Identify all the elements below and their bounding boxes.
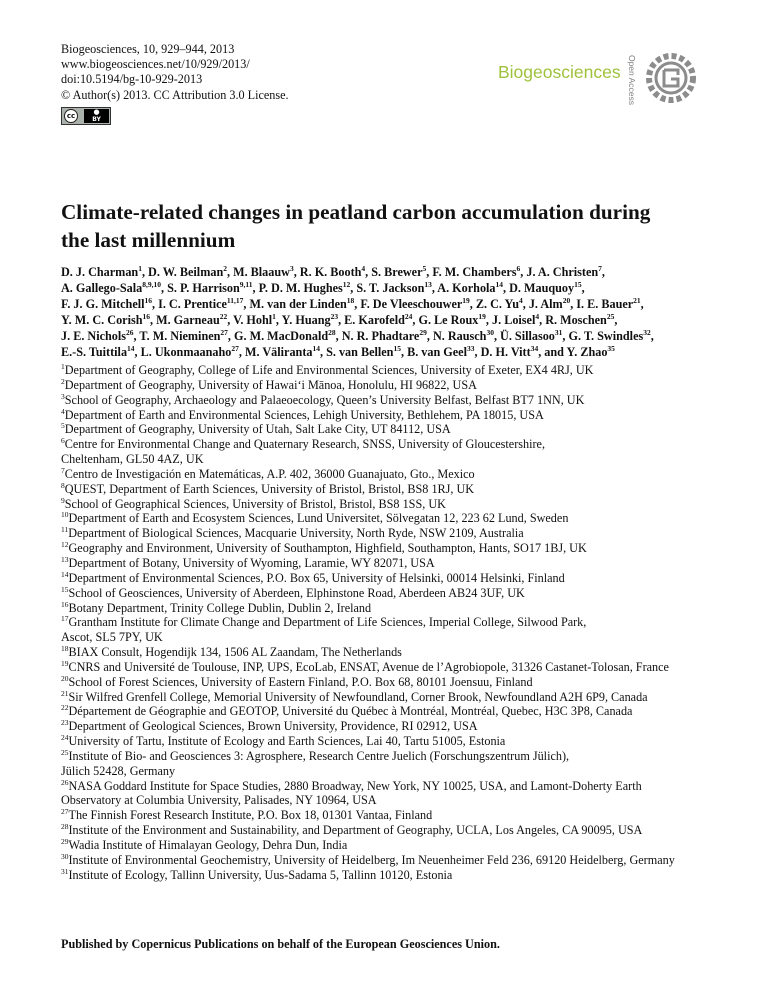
affiliation-line — [61, 630, 721, 645]
doi-link[interactable]: doi:10.5194/bg-10-929-2013 — [61, 72, 203, 87]
citation-line: Biogeosciences, 10, 929–944, 2013 — [61, 42, 235, 56]
affiliation-marker: 15 — [393, 343, 401, 353]
affiliation-line — [61, 571, 721, 586]
affiliation-text: Centro de Investigación en Matemáticas, A.P. 402, 36000 Guanajuato, Gto., Mexico — [64, 466, 475, 481]
affiliation-number: 31 — [61, 866, 69, 876]
affiliation-marker: 8,9,10 — [142, 279, 161, 289]
open-access-gear-logo-icon — [645, 52, 697, 104]
author-name: N. R. Phadtare — [341, 328, 420, 343]
attribution-icon: ● BY — [84, 109, 109, 123]
affiliation-text: Department of Botany, University of Wyoming, Laramie, WY 82071, USA — [68, 555, 435, 570]
author-line: E.-S. Tuittila$^{14}$, L. Ukonmaanaho$^{27}$, M. Väliranta$^{14}$, S. van Bellen$^{15}$, B. van Geel$^{33}$, D. H. Vitt$^{34}$, and Y. Zhao$^{35}$ — [61, 343, 615, 359]
affiliation-text: School of Geographical Sciences, University of Bristol, Bristol, BS8 1SS, UK — [64, 496, 446, 511]
affiliation-text: Department of Geography, College of Life and Environmental Sciences, University of Exeter, EX4 4RJ, UK — [64, 363, 594, 377]
affiliation-number: 12 — [61, 540, 69, 550]
affiliation-line — [61, 586, 721, 601]
affiliation-marker: 6 — [516, 264, 521, 273]
affiliation-text: Department of Earth and Environmental Sciences, Lehigh University, Bethlehem, PA 18015, USA — [64, 407, 544, 422]
affiliation-line — [61, 422, 721, 437]
affiliation-line — [61, 734, 721, 749]
affiliation-number: 24 — [61, 733, 69, 743]
affiliation-line — [61, 853, 721, 868]
affiliation-text: Department of Geography, University of Utah, Salt Lake City, UT 84112, USA — [64, 422, 451, 437]
author-name: Y. Huang — [281, 312, 331, 327]
affiliation-line — [61, 808, 721, 823]
author-name: Z. C. Yu — [475, 296, 519, 311]
affiliation-text: Botany Department, Trinity College Dublin, Dublin 2, Ireland — [68, 600, 372, 615]
author-name: G. Le Roux — [418, 312, 479, 327]
affiliation-marker: 9,11 — [239, 279, 253, 289]
author-name: S. van Bellen — [326, 344, 394, 359]
affiliation-number: 7 — [61, 465, 65, 475]
affiliation-text: QUEST, Department of Earth Sciences, University of Bristol, Bristol, BS8 1RJ, UK — [64, 481, 475, 496]
affiliation-number: 16 — [61, 599, 69, 609]
affiliation-line — [61, 615, 721, 630]
affiliation-marker: 27 — [220, 327, 228, 337]
affiliation-marker: 28 — [328, 327, 336, 337]
affiliation-marker: 4 — [518, 295, 523, 305]
affiliation-marker: 7 — [598, 264, 602, 273]
author-name: F. De Vleeschouwer — [360, 296, 463, 311]
affiliation-number: 17 — [61, 614, 69, 624]
affiliation-text: Department of Biological Sciences, Macquarie University, North Ryde, NSW 2109, Australia — [68, 526, 524, 541]
affiliation-line — [61, 378, 721, 393]
affiliation-marker: 25 — [606, 311, 615, 321]
author-line: Y. M. C. Corish$^{16}$, M. Garneau$^{22}$, V. Hohl$^1$, Y. Huang$^{23}$, E. Karofeld$^{24}$, G. Le Roux$^{19}$, J. Loisel$^4$, R. Moschen$^{25}$, — [61, 311, 618, 327]
affiliation-marker: 19 — [462, 295, 470, 305]
cc-by-license-badge[interactable] — [61, 107, 111, 125]
affiliation-marker: 34 — [530, 343, 539, 353]
affiliation-text: Département de Géographie and GEOTOP, Université du Québec à Montréal, Montréal, Quebec, H3C 3P8, Canada — [68, 704, 633, 719]
author-line-end: , — [581, 280, 585, 295]
author-name: D. H. Vitt — [480, 344, 531, 359]
author-name: N. Rausch — [432, 328, 487, 343]
affiliation-text: Institute of Bio- and Geosciences 3: Agrosphere, Research Centre Juelich (Forschungszentrum Jülich), — [68, 748, 570, 763]
title-line: Climate-related changes in peatland carbon accumulation during — [61, 200, 651, 224]
title-line: the last millennium — [61, 228, 236, 252]
author-line: D. J. Charman$^1$, D. W. Beilman$^2$, M. Blaauw$^3$, R. K. Booth$^4$, S. Brewer$^5$, F. M. Chambers$^6$, J. A. Christen$^7$, — [61, 264, 605, 279]
affiliation-number: 6 — [61, 436, 65, 446]
author-name: V. Hohl — [233, 312, 273, 327]
affiliation-line — [61, 601, 721, 616]
affiliation-line — [61, 408, 721, 423]
affiliation-line — [61, 511, 721, 526]
affiliation-marker: 35 — [607, 343, 615, 353]
affiliation-number: 11 — [61, 525, 69, 535]
affiliation-number: 21 — [61, 688, 69, 698]
affiliation-line — [61, 363, 721, 378]
affiliation-text: Institute of Ecology, Tallinn University, Uus-Sadama 5, Tallinn 10120, Estonia — [68, 867, 453, 882]
author-list — [61, 265, 711, 360]
affiliation-marker: 13 — [424, 279, 432, 289]
author-name: D. W. Beilman — [148, 265, 224, 279]
affiliation-marker: 22 — [219, 311, 228, 321]
affiliation-marker: 26 — [126, 327, 134, 337]
affiliation-line — [61, 452, 721, 467]
author-line: J. E. Nichols$^{26}$, T. M. Nieminen$^{27}$, G. M. MacDonald$^{28}$, N. R. Phadtare$^{29}$, N. Rausch$^{30}$, Ü. Sillasoo$^{31}$, G. T. Swindles$^{32}$, — [61, 327, 654, 343]
affiliation-marker: 11,17 — [226, 295, 244, 305]
affiliation-number: 19 — [61, 658, 69, 668]
affiliation-text: University of Tartu, Institute of Ecology and Earth Sciences, Lai 40, Tartu 51005, Estonia — [68, 734, 506, 749]
affiliation-marker: 14 — [312, 343, 320, 353]
author-name: Y. M. C. Corish — [61, 312, 143, 327]
affiliation-line — [61, 823, 721, 838]
affiliation-number: 5 — [61, 421, 65, 431]
affiliation-line — [61, 541, 721, 556]
affiliation-text: Department of Geological Sciences, Brown University, Providence, RI 02912, USA — [68, 719, 478, 734]
affiliation-number: 28 — [61, 822, 69, 832]
affiliation-number: 3 — [61, 391, 65, 401]
author-name: S. T. Jackson — [356, 280, 425, 295]
affiliation-marker: 24 — [404, 311, 413, 321]
affiliation-text: Jülich 52428, Germany — [61, 763, 176, 778]
affiliation-number: 27 — [61, 807, 69, 817]
author-name: A. Gallego-Sala — [61, 280, 143, 295]
author-joiner: and — [544, 344, 564, 359]
author-name: A. Korhola — [437, 280, 496, 295]
affiliation-text: Institute of the Environment and Sustainability, and Department of Geography, UCLA, Los Angeles, CA 90095, USA — [68, 823, 643, 838]
author-line: A. Gallego-Sala$^{8,9,10}$, S. P. Harrison$^{9,11}$, P. D. M. Hughes$^{12}$, S. T. Jackson$^{13}$, A. Korhola$^{14}$, D. Mauquoy$^{15}$, — [61, 279, 585, 295]
affiliation-number: 18 — [61, 644, 69, 654]
affiliation-number: 2 — [61, 376, 65, 386]
affiliation-line — [61, 556, 721, 571]
affiliation-number: 30 — [61, 851, 69, 861]
affiliation-marker: 2 — [223, 264, 227, 273]
affiliation-marker: 31 — [554, 327, 563, 337]
affiliation-marker: 21 — [633, 295, 641, 305]
affiliation-line — [61, 437, 721, 452]
affiliation-line — [61, 838, 721, 853]
affiliation-line — [61, 704, 721, 719]
affiliation-number: 20 — [61, 673, 69, 683]
author-name: M. Väliranta — [245, 344, 313, 359]
author-name: L. Ukonmaanaho — [140, 344, 232, 359]
affiliation-marker: 3 — [289, 264, 294, 273]
author-name: F. M. Chambers — [432, 265, 517, 279]
affiliation-marker: 23 — [330, 311, 339, 321]
affiliation-line — [61, 526, 721, 541]
author-name: J. Alm — [528, 296, 563, 311]
author-name: I. E. Bauer — [576, 296, 634, 311]
affiliation-line — [61, 779, 721, 794]
affiliation-number: 4 — [61, 406, 65, 416]
affiliation-line — [61, 793, 721, 808]
affiliation-marker: 27 — [231, 343, 239, 353]
author-line-end: , — [614, 312, 618, 327]
affiliation-number: 13 — [61, 554, 69, 564]
affiliation-marker: 18 — [346, 295, 355, 305]
author-line-end: , — [601, 265, 605, 279]
affiliation-marker: 1 — [138, 264, 142, 273]
journal-name: Biogeosciences — [498, 62, 621, 82]
author-name: F. J. G. Mitchell — [61, 296, 145, 311]
affiliation-line — [61, 764, 721, 779]
affiliation-text: School of Forest Sciences, University of Eastern Finland, P.O. Box 68, 80101 Joensuu, Finland — [68, 674, 533, 689]
affiliation-text: Sir Wilfred Grenfell College, Memorial University of Newfoundland, Corner Brook, Newfoundland A2H 6P9, Canada — [68, 689, 648, 704]
affiliation-number: 25 — [61, 747, 69, 757]
affiliation-line — [61, 645, 721, 660]
affiliation-number: 29 — [61, 837, 69, 846]
affiliation-number: 9 — [61, 495, 65, 505]
affiliation-text: Wadia Institute of Himalayan Geology, Dehra Dun, India — [68, 838, 348, 852]
affiliation-text: Department of Earth and Ecosystem Sciences, Lund Universitet, Sölvegatan 12, 223 62 Lund, Sweden — [68, 511, 569, 526]
affiliation-marker: 12 — [342, 279, 351, 289]
affiliation-marker: 1 — [272, 311, 276, 321]
author-name: M. van der Linden — [249, 296, 347, 311]
author-name: R. K. Booth — [299, 265, 362, 279]
author-name: T. M. Nieminen — [139, 328, 221, 343]
affiliation-marker: 4 — [535, 311, 540, 321]
affiliation-text: Department of Geography, University of Hawaiʻi Mānoa, Honolulu, HI 96822, USA — [64, 377, 477, 392]
copyright-line: © Author(s) 2013. CC Attribution 3.0 License. — [61, 87, 289, 102]
affiliation-marker: 16 — [144, 295, 152, 305]
affiliation-marker: 15 — [574, 279, 582, 289]
journal-url-link[interactable]: www.biogeosciences.net/10/929/2013/ — [61, 57, 250, 72]
author-name: M. Garneau — [156, 312, 220, 327]
author-name: S. P. Harrison — [167, 280, 240, 295]
affiliation-marker: 14 — [495, 279, 504, 289]
affiliation-text: Institute of Environmental Geochemistry, University of Heidelberg, Im Neuenheimer Feld 236, 69120 Heidelberg, Germany — [68, 852, 675, 867]
open-access-label: Open Access — [627, 54, 637, 106]
author-name: J. E. Nichols — [61, 328, 127, 343]
author-line: F. J. G. Mitchell$^{16}$, I. C. Prentice$^{11,17}$, M. van der Linden$^{18}$, F. De Vleeschouwer$^{19}$, Z. C. Yu$^4$, J. Alm$^{20}$, I. E. Bauer$^{21}$, — [61, 295, 644, 311]
paper-title — [61, 198, 701, 254]
author-name: E.-S. Tuittila — [61, 344, 128, 359]
affiliation-marker: 33 — [466, 343, 475, 353]
author-name: D. J. Charman — [61, 265, 139, 279]
affiliation-line — [61, 497, 721, 512]
affiliation-marker: 19 — [478, 311, 486, 321]
affiliation-text: Observatory at Columbia University, Palisades, NY 10964, USA — [61, 793, 377, 808]
affiliation-line — [61, 749, 721, 764]
publisher-footer: Published by Copernicus Publications on behalf of the European Geosciences Union. — [61, 937, 500, 951]
author-name: R. Moschen — [545, 312, 607, 327]
affiliation-number: 22 — [61, 703, 69, 713]
affiliation-text: CNRS and Université de Toulouse, INP, UPS, EcoLab, ENSAT, Avenue de l’Agrobiopole, 31326 Castanet-Tolosan, France — [68, 659, 669, 674]
affiliation-line — [61, 675, 721, 690]
affiliation-marker: 5 — [422, 264, 427, 273]
author-name: P. D. M. Hughes — [258, 280, 343, 295]
affiliation-marker: 32 — [643, 327, 651, 337]
affiliation-line — [61, 660, 721, 675]
affiliation-list — [61, 363, 721, 883]
affiliation-text: School of Geosciences, University of Aberdeen, Elphinstone Road, Aberdeen AB24 3UF, UK — [68, 585, 525, 600]
affiliation-line — [61, 868, 721, 883]
affiliation-marker: 29 — [419, 327, 427, 337]
author-name: J. Loisel — [492, 312, 536, 327]
affiliation-text: Geography and Environment, University of Southampton, Highfield, Southampton, Hants, SO17 1BJ, UK — [68, 541, 587, 556]
affiliation-number: 26 — [61, 777, 69, 787]
affiliation-text: Grantham Institute for Climate Change and Department of Life Sciences, Imperial College, Silwood Park, — [68, 615, 587, 630]
author-name: J. A. Christen — [526, 265, 599, 279]
affiliation-line — [61, 482, 721, 497]
author-name: B. van Geel — [407, 344, 467, 359]
author-name: D. Mauquoy — [509, 280, 575, 295]
affiliation-marker: 14 — [127, 343, 135, 353]
affiliation-marker: 16 — [142, 311, 150, 321]
affiliation-text: Ascot, SL5 7PY, UK — [61, 630, 163, 645]
affiliation-line — [61, 393, 721, 408]
author-name: Y. Zhao — [566, 344, 608, 359]
affiliation-marker: 20 — [562, 295, 571, 305]
affiliation-text: School of Geography, Archaeology and Palaeoecology, Queen’s University Belfast, Belfast BT7 1NN, UK — [64, 392, 585, 407]
affiliation-text: Department of Environmental Sciences, P.O. Box 65, University of Helsinki, 00014 Helsinki, Finland — [68, 570, 565, 585]
author-name: M. Blaauw — [233, 265, 290, 279]
author-name: S. Brewer — [371, 265, 423, 279]
affiliation-line — [61, 719, 721, 734]
author-line-end: , — [650, 328, 654, 343]
affiliation-number: 23 — [61, 718, 69, 728]
author-name: I. C. Prentice — [158, 296, 227, 311]
affiliation-number: 14 — [61, 569, 69, 579]
affiliation-number: 1 — [61, 362, 65, 371]
affiliation-text: NASA Goddard Institute for Space Studies, 2880 Broadway, New York, NY 10025, USA, and Lamont-Doherty Earth — [68, 778, 642, 793]
affiliation-text: Centre for Environmental Change and Quaternary Research, SNSS, University of Gloucestershire, — [64, 437, 546, 452]
affiliation-text: Cheltenham, GL50 4AZ, UK — [61, 452, 204, 467]
author-name: G. T. Swindles — [568, 328, 644, 343]
author-name: G. M. MacDonald — [234, 328, 329, 343]
affiliation-number: 10 — [61, 510, 69, 520]
affiliation-marker: 4 — [361, 264, 366, 273]
author-name: Ü. Sillasoo — [500, 328, 555, 343]
affiliation-line — [61, 467, 721, 482]
affiliation-text: BIAX Consult, Hogendijk 134, 1506 AL Zaandam, The Netherlands — [68, 645, 402, 660]
affiliation-text: The Finnish Forest Research Institute, P.O. Box 18, 01301 Vantaa, Finland — [68, 808, 433, 823]
affiliation-number: 8 — [61, 480, 65, 490]
affiliation-marker: 30 — [486, 327, 494, 337]
affiliation-number: 15 — [61, 584, 69, 594]
affiliation-line — [61, 690, 721, 705]
citation-block — [61, 42, 289, 103]
author-line-end: , — [640, 296, 644, 311]
author-name: E. Karofeld — [344, 312, 405, 327]
creative-commons-icon: cc — [64, 109, 78, 123]
